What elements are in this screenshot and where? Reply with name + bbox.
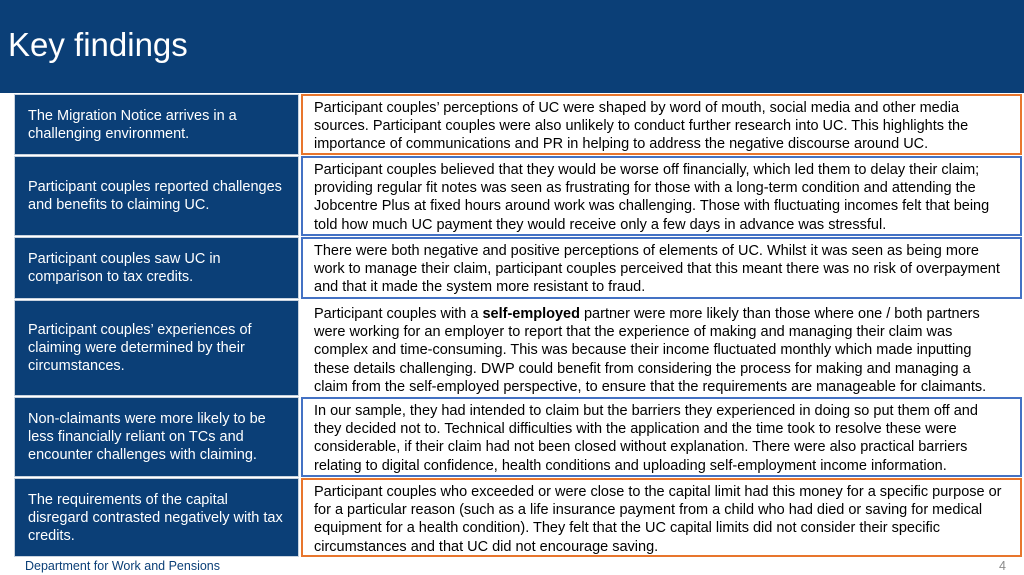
finding-heading: Participant couples saw UC in comparison to tax credits.: [28, 251, 221, 285]
finding-row: [14, 156, 1022, 236]
finding-detail-cell: There were both negative and positive perceptions of elements of UC. Whilst it was seen as being more work to manage their claim, participant couples perceived that this meant there was no risk of overpayment and that it made the system more resistant to fraud.: [301, 237, 1022, 299]
finding-heading-cell: [14, 300, 299, 396]
page-title: Key findings: [8, 26, 188, 63]
finding-heading: Participant couples reported challenges and benefits to claiming UC.: [28, 179, 282, 213]
finding-heading-cell: [14, 94, 299, 155]
finding-heading-cell: [14, 237, 299, 299]
finding-detail-cell: Participant couples believed that they would be worse off financially, which led them to delay their claim; providing regular fit notes was seen as frustrating for those with a long-term condition and attending the Jobcentre Plus at fixed hours around work was challenging. Those with fluctuating incomes felt that being told how much UC payment they would receive only a few days in advance was stressful.: [301, 156, 1022, 236]
finding-detail-cell: Participant couples’ perceptions of UC were shaped by word of mouth, social media and other media sources. Participant couples were also unlikely to conduct further research into UC. This highlights the importance of communications and PR in helping to address the negative discourse around UC.: [301, 94, 1022, 155]
finding-row: [14, 478, 1022, 557]
detail-emphasis: self-employed: [482, 306, 580, 322]
finding-detail-cell: Participant couples who exceeded or were close to the capital limit had this money for a specific purpose or for a particular reason (such as a life insurance payment from a child who had died or saving for medical equipment for a health condition). They felt that the UC capital limits did not consider their specific circumstances and that UC did not encourage saving.: [301, 478, 1022, 557]
detail-text-start: Participant couples with a: [314, 306, 483, 322]
finding-heading-cell: [14, 156, 299, 236]
finding-heading: Participant couples’ experiences of claiming were determined by their circumstances.: [28, 322, 252, 374]
finding-heading: The Migration Notice arrives in a challenging environment.: [28, 107, 237, 142]
footer-organisation: Department for Work and Pensions: [25, 559, 221, 573]
finding-row: [14, 397, 1022, 477]
finding-heading: The requirements of the capital disregard contrasted negatively with tax credits.: [28, 491, 283, 544]
finding-detail-cell: [301, 300, 1022, 396]
finding-heading-cell: [14, 478, 299, 557]
title-bar: [0, 0, 1024, 93]
finding-heading: Non-claimants were more likely to be less financially reliant on TCs and encounter challenges with claiming.: [28, 411, 266, 463]
finding-row: [14, 237, 1022, 299]
finding-heading-cell: [14, 397, 299, 477]
finding-row: [14, 94, 1022, 155]
page-number: 4: [999, 559, 1006, 573]
detail-text-end: partner were more likely than those where one / both partners were working for an employer to report that the experience of making and managing their claim was complex and time-consuming. This was because their income fluctuated monthly which made inputting these details challenging. DWP could benefit from considering the process for making and managing a claim from the self-employed perspective, to ensure that the requirements are manageable for claimants.: [314, 306, 987, 395]
finding-detail-cell: In our sample, they had intended to claim but the barriers they experienced in doing so put them off and they decided not to. Technical difficulties with the application and the time took to resolve these were considerable, if their claim had not been closed without explanation. There were also practical barriers relating to digital confidence, health conditions and uploading self-employment income information.: [301, 397, 1022, 477]
finding-row: [14, 300, 1022, 396]
